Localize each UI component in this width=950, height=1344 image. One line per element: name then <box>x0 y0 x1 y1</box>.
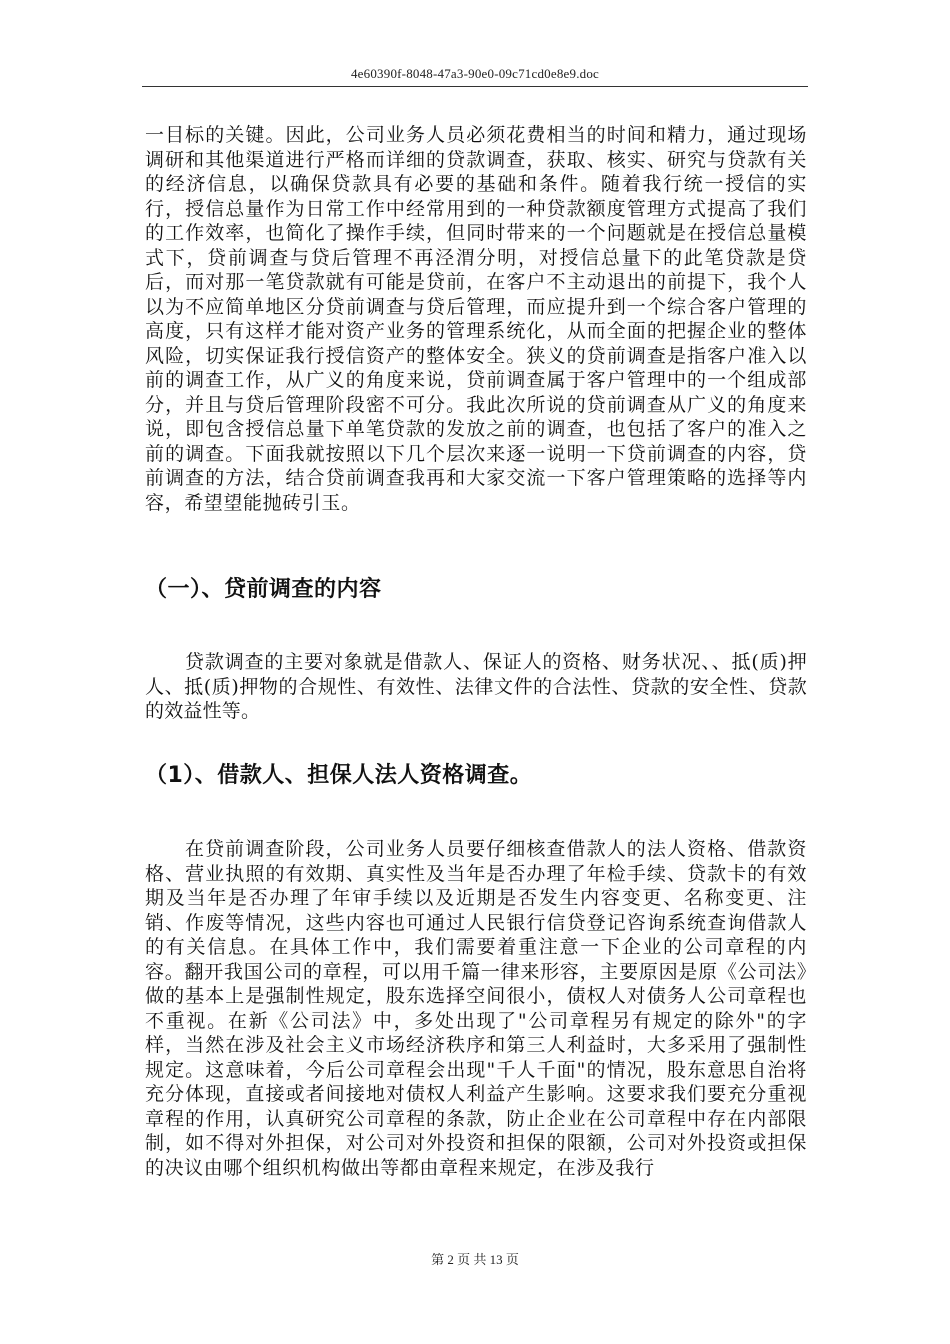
subsection1-paragraph: 在贷前调查阶段，公司业务人员要仔细核查借款人的法人资格、借款资格、营业执照的有效期、真实性及当年是否办理了年检手续、贷款卡的有效期及当年是否办理了年审手续以及近期是否发生内容变更、名称变更、注销、作废等情况，这些内容也可通过人民银行信贷登记咨询系统查询借款人的有关信息。在具体工作中，我们需要着重注意一下企业的公司章程的内容。翻开我国公司的章程，可以用千篇一律来形容，主要原因是原《公司法》做的基本上是强制性规定，股东选择空间很小，债权人对债务人公司章程也不重视。在新《公司法》中，多处出现了"公司章程另有规定的除外"的字样，当然在涉及社会主义市场经济秩序和第三人利益时，大多采用了强制性规定。这意味着，今后公司章程会出现"千人千面"的情况，股东意思自治将充分体现，直接或者间接地对债权人利益产生影响。这要求我们要充分重视章程的作用，认真研究公司章程的条款，防止企业在公司章程中存在内部限制，如不得对外担保，对公司对外投资和担保的限额，公司对外投资或担保的决议由哪个组织机构做出等都由章程来规定，在涉及我行 <box>145 838 807 1179</box>
header-filename: 4e60390f-8048-47a3-90e0-09c71cd0e8e9.doc <box>350 66 600 81</box>
section1-heading: （一）、贷前调查的内容 <box>145 577 382 602</box>
intro-section <box>145 123 807 515</box>
intro-paragraph: 一目标的关键。因此，公司业务人员必须花费相当的时间和精力，通过现场调研和其他渠道进行严格而详细的贷款调查，获取、核实、研究与贷款有关的经济信息，以确保贷款具有必要的基础和条件。随着我行统一授信的实行，授信总量作为日常工作中经常用到的一种贷款额度管理方式提高了我们的工作效率，也简化了操作手续，但同时带来的一个问题就是在授信总量模式下，贷前调查与贷后管理不再泾渭分明，对授信总量下的此笔贷款是贷后，而对那一笔贷款就有可能是贷前，在客户不主动退出的前提下，我个人以为不应简单地区分贷前调查与贷后管理，而应提升到一个综合客户管理的高度，只有这样才能对资产业务的管理系统化，从而全面的把握企业的整体风险，切实保证我行授信资产的整体安全。狭义的贷前调查是指客户准入以前的调查工作，从广义的角度来说，贷前调查属于客户管理中的一个组成部分，并且与贷后管理阶段密不可分。我此次所说的贷前调查从广义的角度来说，即包含授信总量下单笔贷款的发放之前的调查，也包括了客户的准入之前的调查。下面我就按照以下几个层次来逐一说明一下贷前调查的内容，贷前调查的方法，结合贷前调查我再和大家交流一下客户管理策略的选择等内容，希望望能抛砖引玉。 <box>145 124 807 514</box>
section1-paragraph: 贷款调查的主要对象就是借款人、保证人的资格、财务状况、、抵(质)押人、抵(质)押物的合规性、有效性、法律文件的合法性、贷款的安全性、贷款的效益性等。 <box>145 651 807 722</box>
subsection1-heading: （1）、借款人、担保人法人资格调查。 <box>145 763 533 788</box>
section1-body <box>145 650 807 724</box>
page-number: 第 2 页 共 13 页 <box>431 1252 519 1267</box>
subsection1-body <box>145 837 807 1180</box>
header-divider <box>142 86 808 87</box>
